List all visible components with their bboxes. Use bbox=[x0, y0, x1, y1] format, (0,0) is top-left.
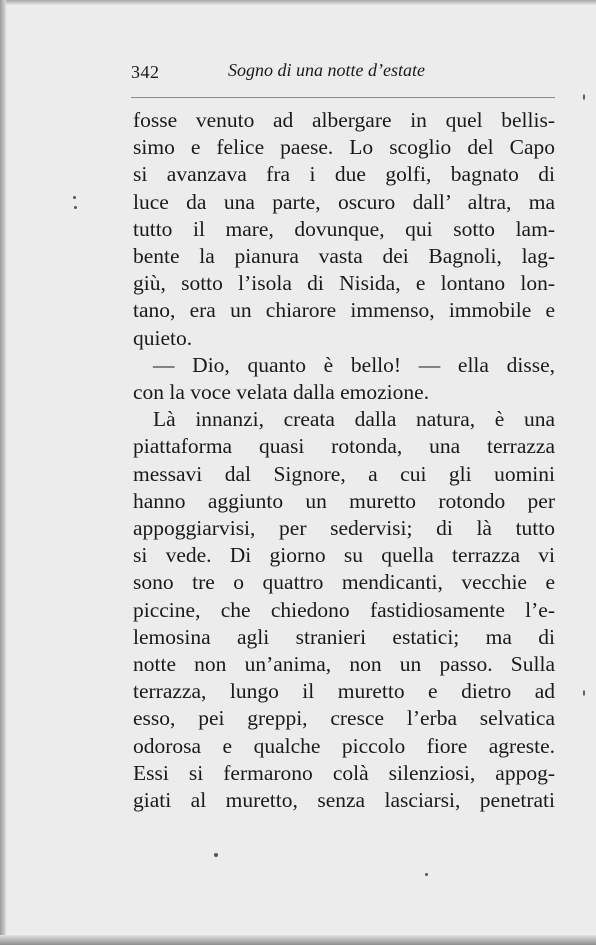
text-line: si vede. Di giorno su quella terrazza vi bbox=[133, 543, 555, 568]
page-left-edge bbox=[0, 0, 6, 945]
body-text bbox=[133, 107, 555, 814]
text-line: piccine, che chiedono fastidiosamente l’e- bbox=[133, 597, 555, 622]
text-line: piattaforma quasi rotonda, una terrazza bbox=[133, 434, 555, 459]
page-header bbox=[131, 58, 551, 88]
text-line: tutto il mare, dovunque, qui sotto lam- bbox=[133, 216, 555, 241]
text-line: si avanzava fra i due golfi, bagnato di bbox=[133, 162, 555, 187]
text-line: terrazza, lungo il muretto e dietro ad bbox=[133, 679, 555, 704]
text-line: tano, era un chiarore immenso, immobile e bbox=[133, 298, 555, 323]
text-line: lemosina agli stranieri estatici; ma di bbox=[133, 624, 555, 649]
text-line: con la voce velata dalla emozione. bbox=[133, 380, 430, 405]
text-line: odorosa e qualche piccolo fiore agreste. bbox=[133, 733, 555, 758]
text-line: messavi dal Signore, a cui gli uomini bbox=[133, 461, 555, 486]
text-line: hanno aggiunto un muretto rotondo per bbox=[133, 488, 555, 513]
text-line: quieto. bbox=[133, 325, 193, 350]
text-line: — Dio, quanto è bello! — ella disse, bbox=[153, 352, 555, 377]
text-line: bente la pianura vasta dei Bagnoli, lag- bbox=[133, 244, 555, 269]
text-line: giù, sotto l’isola di Nisida, e lontano lon- bbox=[133, 271, 555, 296]
text-line: simo e felice paese. Lo scoglio del Capo bbox=[133, 135, 555, 160]
text-line: sono tre o quattro mendicanti, vecchie e bbox=[133, 570, 555, 595]
page-number: 342 bbox=[131, 62, 160, 82]
text-line: Essi si fermarono colà silenziosi, appog- bbox=[133, 760, 555, 785]
header-rule bbox=[131, 97, 555, 98]
text-line: giati al muretto, senza lasciarsi, penetrati bbox=[133, 788, 555, 813]
running-title: Sogno di una notte d’estate bbox=[228, 60, 425, 80]
page-top-edge bbox=[0, 0, 596, 5]
text-line: luce da una parte, oscuro dall’ altra, ma bbox=[133, 189, 555, 214]
text-line: esso, pei greppi, cresce l’erba selvatica bbox=[133, 706, 555, 731]
text-line: notte non un’anima, non un passo. Sulla bbox=[133, 652, 555, 677]
text-line: fosse venuto ad albergare in quel bellis- bbox=[133, 108, 555, 132]
text-line: appoggiarvisi, per sedervisi; di là tutto bbox=[133, 516, 555, 541]
text-line: Là innanzi, creata dalla natura, è una bbox=[153, 407, 555, 432]
page-bottom-edge bbox=[0, 935, 596, 945]
